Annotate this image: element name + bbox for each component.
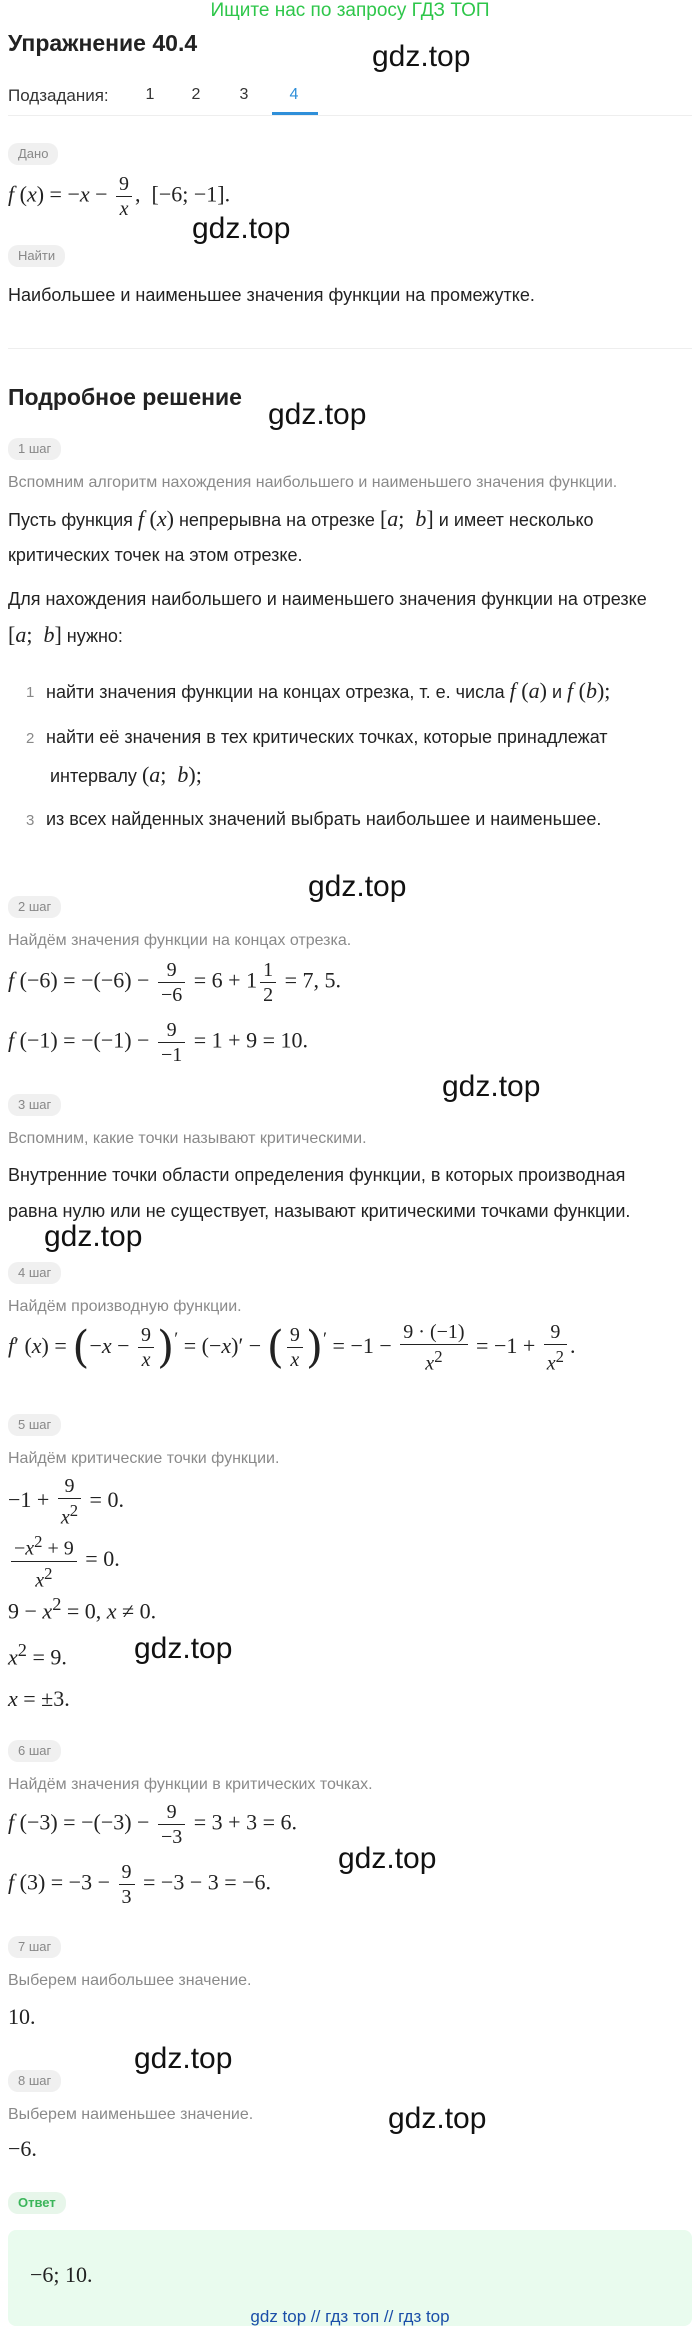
list-item-cont: интервалу (a; b); xyxy=(50,762,202,787)
step-2-badge: 2 шаг xyxy=(8,896,61,918)
step-4-badge: 4 шаг xyxy=(8,1262,61,1284)
watermark: gdz.top xyxy=(372,40,471,73)
subtask-tab-1[interactable]: 1 xyxy=(145,86,155,103)
step-8-badge: 8 шаг xyxy=(8,2070,61,2092)
given-badge: Дано xyxy=(8,143,58,165)
step-6-note: Найдём значения функции в критических точках. xyxy=(8,1776,373,1793)
watermark: gdz.top xyxy=(134,2042,233,2075)
step-5-formula-5: x = ±3. xyxy=(8,1686,70,1711)
step-1-note: Вспомним алгоритм нахождения наибольшего и наименьшего значения функции. xyxy=(8,474,618,491)
watermark: gdz.top xyxy=(44,1220,143,1253)
watermark: gdz.top xyxy=(268,398,367,431)
list-item: найти значения функции на концах отрезка, т. е. числа f (a) и f (b); xyxy=(46,678,611,703)
watermark: gdz.top xyxy=(308,870,407,903)
step-4-formula: f′ (x) = (−x − $\frac{9}{x}$ )′ = (−x)′ − ( $\frac{9}{x}$ )′ = −1 − $\frac{9 \cdot (-1)}{x^2}$ = −1 + $\frac{9}{x^2}$ . xyxy=(8,1321,576,1375)
step-1-text-2: Для нахождения наибольшего и наименьшего значения функции на отрезке xyxy=(8,589,647,609)
step-5-badge: 5 шаг xyxy=(8,1414,61,1436)
step-8-value: −6. xyxy=(8,2136,37,2161)
watermark: gdz.top xyxy=(134,1632,233,1665)
subtask-tab-2[interactable]: 2 xyxy=(191,86,201,103)
footer-links[interactable]: gdz top // гдз топ // гдз top xyxy=(250,2307,450,2326)
subtask-tab-4[interactable]: 4 xyxy=(289,86,299,103)
watermark: gdz.top xyxy=(192,212,291,245)
top-banner[interactable]: Ищите нас по запросу ГДЗ ТОП xyxy=(210,0,490,21)
step-1-badge: 1 шаг xyxy=(8,438,61,460)
step-3-badge: 3 шаг xyxy=(8,1094,61,1116)
step-6-formula-1: f (−3) = −(−3) − $\frac{9}{-3}$ = 3 + 3 = 6. xyxy=(8,1801,297,1848)
list-item: найти её значения в тех критических точках, которые принадлежат xyxy=(46,727,608,747)
step-5-note: Найдём критические точки функции. xyxy=(8,1450,280,1467)
step-7-badge: 7 шаг xyxy=(8,1936,61,1958)
step-1-text-1b: критических точек на этом отрезке. xyxy=(8,545,303,565)
step-3-text-2: равна нулю или не существует, называют критическими точками функции. xyxy=(8,1201,631,1221)
step-5-formula-1: −1 + $\frac{9}{x^2}$ = 0. xyxy=(8,1475,124,1529)
step-2-formula-1: f (−6) = −(−6) − $\frac{9}{-6}$ = 6 + 1 $\frac{1}{2}$ = 7, 5. xyxy=(8,959,341,1006)
page-title: Упражнение 40.4 xyxy=(8,30,198,56)
list-number: 2 xyxy=(26,730,35,747)
watermark: gdz.top xyxy=(338,1842,437,1875)
watermark: gdz.top xyxy=(442,1070,541,1103)
step-1-text-2b: [a; b] нужно: xyxy=(8,622,123,647)
step-3-text-1: Внутренние точки области определения функции, в которых производная xyxy=(8,1165,626,1185)
list-item: из всех найденных значений выбрать наибольшее и наименьшее. xyxy=(46,809,602,829)
list-number: 1 xyxy=(26,684,35,701)
watermark: gdz.top xyxy=(388,2102,487,2135)
answer-value: −6; 10. xyxy=(30,2262,93,2287)
active-tab-indicator xyxy=(272,112,318,115)
solution-title: Подробное решение xyxy=(8,384,242,410)
step-3-note: Вспомним, какие точки называют критическими. xyxy=(8,1130,367,1147)
section-divider xyxy=(8,348,692,349)
subtasks-label: Подзадания: xyxy=(8,86,109,105)
answer-badge: Ответ xyxy=(8,2192,66,2214)
find-badge: Найти xyxy=(8,245,65,267)
step-7-value: 10. xyxy=(8,2004,36,2029)
step-2-note: Найдём значения функции на концах отрезка. xyxy=(8,932,352,949)
step-6-badge: 6 шаг xyxy=(8,1740,61,1762)
step-4-note: Найдём производную функции. xyxy=(8,1298,242,1315)
list-number: 3 xyxy=(26,812,35,829)
step-2-formula-2: f (−1) = −(−1) − $\frac{9}{-1}$ = 1 + 9 = 10. xyxy=(8,1019,308,1066)
step-1-text-1: Пусть функция f (x) непрерывна на отрезке [a; b] и имеет несколько xyxy=(8,506,594,531)
find-text: Наибольшее и наименьшее значения функции на промежутке. xyxy=(8,285,535,305)
step-5-formula-2: $\frac{-x^2 + 9}{x^2}$ = 0. xyxy=(8,1530,120,1592)
step-8-note: Выберем наименьшее значение. xyxy=(8,2106,254,2123)
step-7-note: Выберем наибольшее значение. xyxy=(8,1972,252,1989)
step-5-formula-3: $9 - x^2 = 0$, x ≠ 0. xyxy=(8,1594,157,1624)
given-formula: f (x) = −x − $\frac{9}{x}$ , [−6; −1]. xyxy=(8,173,231,220)
step-6-formula-2: f (3) = −3 − $\frac{9}{3}$ = −3 − 3 = −6. xyxy=(8,1861,272,1908)
step-5-formula-4: $x^2 = 9$. xyxy=(8,1640,67,1670)
subtask-tab-3[interactable]: 3 xyxy=(239,86,249,103)
tabs-divider xyxy=(8,115,692,116)
